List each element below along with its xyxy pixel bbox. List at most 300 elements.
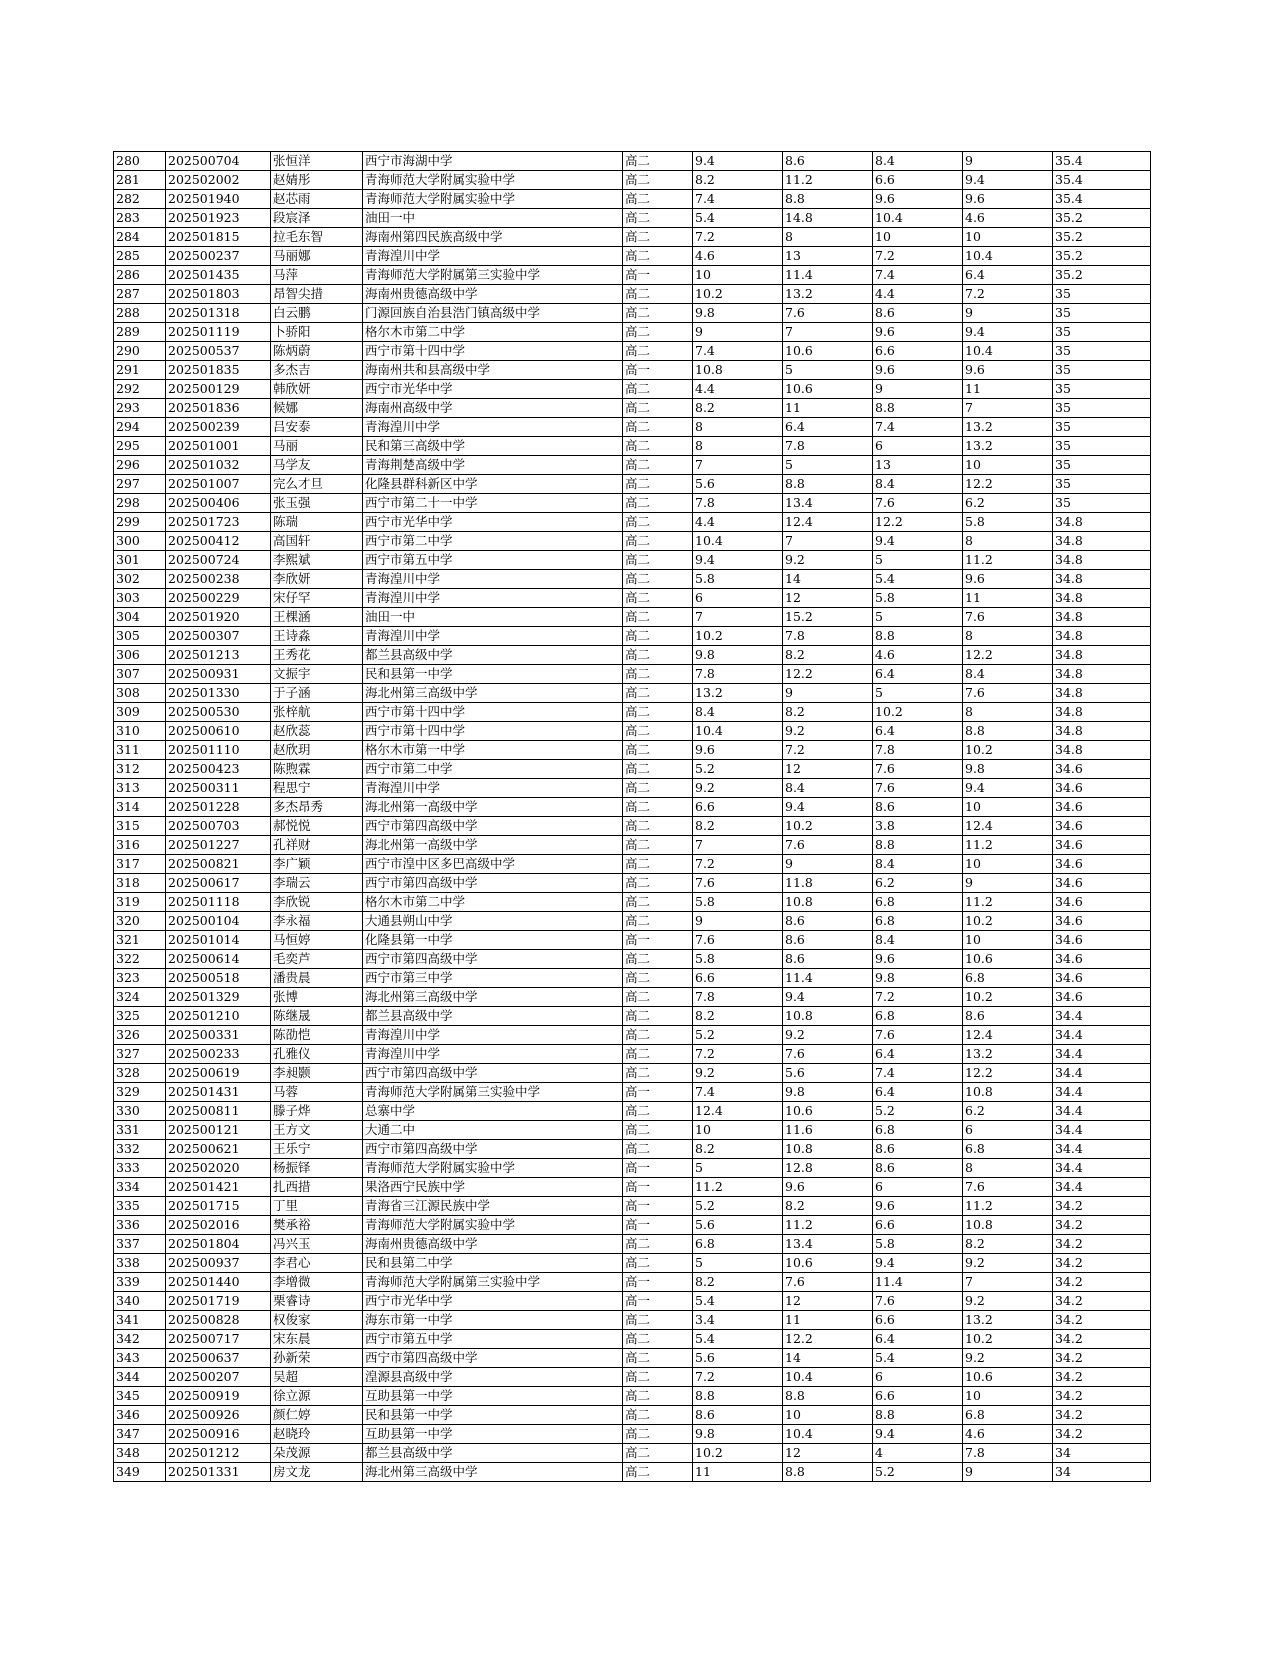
total-cell: 34.6 xyxy=(1053,893,1151,912)
total-cell: 34.4 xyxy=(1053,1064,1151,1083)
score4-cell: 9 xyxy=(963,874,1053,893)
name-cell: 多杰昂秀 xyxy=(271,798,363,817)
school-cell: 都兰县高级中学 xyxy=(363,1444,623,1463)
school-cell: 西宁市第四高级中学 xyxy=(363,874,623,893)
score1-cell: 4.4 xyxy=(693,380,783,399)
score4-cell: 8 xyxy=(963,1159,1053,1178)
score3-cell: 9.6 xyxy=(873,361,963,380)
school-cell: 青海湟川中学 xyxy=(363,589,623,608)
name-cell: 赵欣蕊 xyxy=(271,722,363,741)
score4-cell: 13.2 xyxy=(963,1045,1053,1064)
rank-cell: 339 xyxy=(114,1273,166,1292)
name-cell: 于子涵 xyxy=(271,684,363,703)
name-cell: 孔祥财 xyxy=(271,836,363,855)
score2-cell: 5 xyxy=(783,456,873,475)
score2-cell: 10.6 xyxy=(783,380,873,399)
rank-cell: 330 xyxy=(114,1102,166,1121)
total-cell: 34.6 xyxy=(1053,912,1151,931)
score2-cell: 12.4 xyxy=(783,513,873,532)
total-cell: 34.6 xyxy=(1053,836,1151,855)
score3-cell: 6.4 xyxy=(873,665,963,684)
name-cell: 权俊家 xyxy=(271,1311,363,1330)
score3-cell: 9.4 xyxy=(873,1425,963,1444)
score4-cell: 10 xyxy=(963,798,1053,817)
name-cell: 张梓航 xyxy=(271,703,363,722)
score4-cell: 8.2 xyxy=(963,1235,1053,1254)
score4-cell: 10.8 xyxy=(963,1216,1053,1235)
score1-cell: 6.6 xyxy=(693,969,783,988)
score4-cell: 8.6 xyxy=(963,1007,1053,1026)
rank-cell: 293 xyxy=(114,399,166,418)
school-cell: 西宁市第十四中学 xyxy=(363,722,623,741)
id-cell: 202501421 xyxy=(166,1178,271,1197)
score2-cell: 8.2 xyxy=(783,646,873,665)
total-cell: 34.4 xyxy=(1053,1140,1151,1159)
school-cell: 互助县第一中学 xyxy=(363,1387,623,1406)
rank-cell: 291 xyxy=(114,361,166,380)
score4-cell: 8 xyxy=(963,627,1053,646)
score4-cell: 10.6 xyxy=(963,1368,1053,1387)
score3-cell: 6.4 xyxy=(873,1083,963,1102)
school-cell: 西宁市第五中学 xyxy=(363,551,623,570)
id-cell: 202500239 xyxy=(166,418,271,437)
total-cell: 35 xyxy=(1053,380,1151,399)
table-row xyxy=(114,969,1151,988)
score3-cell: 8.4 xyxy=(873,475,963,494)
rank-cell: 316 xyxy=(114,836,166,855)
table-row xyxy=(114,1387,1151,1406)
school-cell: 海北州第一高级中学 xyxy=(363,836,623,855)
score2-cell: 15.2 xyxy=(783,608,873,627)
school-cell: 大通县朔山中学 xyxy=(363,912,623,931)
score1-cell: 9 xyxy=(693,323,783,342)
score2-cell: 12 xyxy=(783,589,873,608)
total-cell: 34.2 xyxy=(1053,1387,1151,1406)
score3-cell: 6.6 xyxy=(873,1311,963,1330)
name-cell: 李欣妍 xyxy=(271,570,363,589)
school-cell: 西宁市第二十一中学 xyxy=(363,494,623,513)
rank-cell: 324 xyxy=(114,988,166,1007)
score1-cell: 10.4 xyxy=(693,722,783,741)
table-row xyxy=(114,627,1151,646)
total-cell: 35 xyxy=(1053,456,1151,475)
score3-cell: 7.6 xyxy=(873,1026,963,1045)
id-cell: 202501431 xyxy=(166,1083,271,1102)
score2-cell: 7.2 xyxy=(783,741,873,760)
table-row xyxy=(114,437,1151,456)
name-cell: 马萍 xyxy=(271,266,363,285)
score1-cell: 9.4 xyxy=(693,152,783,171)
score3-cell: 5 xyxy=(873,551,963,570)
school-cell: 海北州第三高级中学 xyxy=(363,1463,623,1482)
score1-cell: 9.2 xyxy=(693,1064,783,1083)
name-cell: 赵晓玲 xyxy=(271,1425,363,1444)
score4-cell: 7.6 xyxy=(963,608,1053,627)
id-cell: 202500238 xyxy=(166,570,271,589)
grade-cell: 高二 xyxy=(623,741,693,760)
rank-cell: 322 xyxy=(114,950,166,969)
score3-cell: 3.8 xyxy=(873,817,963,836)
total-cell: 34.2 xyxy=(1053,1216,1151,1235)
score1-cell: 7.6 xyxy=(693,874,783,893)
id-cell: 202500617 xyxy=(166,874,271,893)
score4-cell: 8.8 xyxy=(963,722,1053,741)
score1-cell: 13.2 xyxy=(693,684,783,703)
id-cell: 202501719 xyxy=(166,1292,271,1311)
score2-cell: 10.4 xyxy=(783,1425,873,1444)
id-cell: 202501440 xyxy=(166,1273,271,1292)
name-cell: 高国轩 xyxy=(271,532,363,551)
rank-cell: 318 xyxy=(114,874,166,893)
score2-cell: 7 xyxy=(783,532,873,551)
rank-cell: 338 xyxy=(114,1254,166,1273)
grade-cell: 高二 xyxy=(623,874,693,893)
table-row xyxy=(114,1216,1151,1235)
score4-cell: 9 xyxy=(963,304,1053,323)
school-cell: 青海师范大学附属第三实验中学 xyxy=(363,1083,623,1102)
score4-cell: 12.4 xyxy=(963,817,1053,836)
total-cell: 34.8 xyxy=(1053,532,1151,551)
rank-cell: 334 xyxy=(114,1178,166,1197)
score2-cell: 5 xyxy=(783,361,873,380)
table-row xyxy=(114,1349,1151,1368)
rank-cell: 294 xyxy=(114,418,166,437)
id-cell: 202501836 xyxy=(166,399,271,418)
id-cell: 202500229 xyxy=(166,589,271,608)
school-cell: 西宁市第四高级中学 xyxy=(363,1064,623,1083)
score3-cell: 5.8 xyxy=(873,1235,963,1254)
table-row xyxy=(114,684,1151,703)
grade-cell: 高二 xyxy=(623,798,693,817)
grade-cell: 高一 xyxy=(623,266,693,285)
name-cell: 滕子烨 xyxy=(271,1102,363,1121)
id-cell: 202501014 xyxy=(166,931,271,950)
table-row xyxy=(114,1064,1151,1083)
table-row xyxy=(114,399,1151,418)
table-row xyxy=(114,760,1151,779)
total-cell: 34.6 xyxy=(1053,988,1151,1007)
score4-cell: 6.2 xyxy=(963,494,1053,513)
id-cell: 202500619 xyxy=(166,1064,271,1083)
total-cell: 35 xyxy=(1053,285,1151,304)
grade-cell: 高二 xyxy=(623,532,693,551)
rank-cell: 312 xyxy=(114,760,166,779)
rank-cell: 319 xyxy=(114,893,166,912)
score4-cell: 11.2 xyxy=(963,893,1053,912)
grade-cell: 高二 xyxy=(623,437,693,456)
score4-cell: 6.4 xyxy=(963,266,1053,285)
score4-cell: 10.2 xyxy=(963,1330,1053,1349)
total-cell: 34.8 xyxy=(1053,513,1151,532)
table-row xyxy=(114,247,1151,266)
score3-cell: 8.6 xyxy=(873,798,963,817)
total-cell: 34.8 xyxy=(1053,627,1151,646)
school-cell: 青海湟川中学 xyxy=(363,779,623,798)
score2-cell: 6.4 xyxy=(783,418,873,437)
name-cell: 扎西措 xyxy=(271,1178,363,1197)
rank-cell: 328 xyxy=(114,1064,166,1083)
id-cell: 202501435 xyxy=(166,266,271,285)
score3-cell: 12.2 xyxy=(873,513,963,532)
grade-cell: 高二 xyxy=(623,1140,693,1159)
score3-cell: 5 xyxy=(873,608,963,627)
total-cell: 34.4 xyxy=(1053,1121,1151,1140)
name-cell: 马丽娜 xyxy=(271,247,363,266)
id-cell: 202501119 xyxy=(166,323,271,342)
name-cell: 马恒婷 xyxy=(271,931,363,950)
table-body xyxy=(114,152,1151,1482)
score3-cell: 5.8 xyxy=(873,589,963,608)
grade-cell: 高二 xyxy=(623,1349,693,1368)
school-cell: 民和第三高级中学 xyxy=(363,437,623,456)
school-cell: 青海师范大学附属第三实验中学 xyxy=(363,266,623,285)
table-row xyxy=(114,380,1151,399)
grade-cell: 高二 xyxy=(623,475,693,494)
score4-cell: 9.6 xyxy=(963,190,1053,209)
id-cell: 202501715 xyxy=(166,1197,271,1216)
grade-cell: 高二 xyxy=(623,1463,693,1482)
name-cell: 孔雅仪 xyxy=(271,1045,363,1064)
score2-cell: 7.6 xyxy=(783,1045,873,1064)
table-row xyxy=(114,475,1151,494)
id-cell: 202501001 xyxy=(166,437,271,456)
score1-cell: 8.6 xyxy=(693,1406,783,1425)
score1-cell: 6.6 xyxy=(693,798,783,817)
id-cell: 202500412 xyxy=(166,532,271,551)
name-cell: 马学友 xyxy=(271,456,363,475)
name-cell: 潘贵晨 xyxy=(271,969,363,988)
table-row xyxy=(114,798,1151,817)
score2-cell: 10.6 xyxy=(783,1102,873,1121)
table-row xyxy=(114,361,1151,380)
score1-cell: 7 xyxy=(693,608,783,627)
score1-cell: 8 xyxy=(693,437,783,456)
name-cell: 赵婧彤 xyxy=(271,171,363,190)
score1-cell: 5.8 xyxy=(693,950,783,969)
score4-cell: 10 xyxy=(963,228,1053,247)
score3-cell: 4.6 xyxy=(873,646,963,665)
rank-cell: 288 xyxy=(114,304,166,323)
score1-cell: 5.4 xyxy=(693,1292,783,1311)
score2-cell: 13.4 xyxy=(783,494,873,513)
score2-cell: 9 xyxy=(783,855,873,874)
table-row xyxy=(114,950,1151,969)
score3-cell: 9.4 xyxy=(873,1254,963,1273)
name-cell: 宋东晨 xyxy=(271,1330,363,1349)
score1-cell: 4.4 xyxy=(693,513,783,532)
score4-cell: 10.2 xyxy=(963,988,1053,1007)
score1-cell: 5.2 xyxy=(693,1026,783,1045)
total-cell: 34.2 xyxy=(1053,1368,1151,1387)
score3-cell: 8.4 xyxy=(873,931,963,950)
total-cell: 34.6 xyxy=(1053,855,1151,874)
score2-cell: 8.6 xyxy=(783,950,873,969)
score2-cell: 14 xyxy=(783,1349,873,1368)
id-cell: 202501835 xyxy=(166,361,271,380)
table-row xyxy=(114,779,1151,798)
score3-cell: 6.8 xyxy=(873,893,963,912)
table-row xyxy=(114,1330,1151,1349)
total-cell: 34.6 xyxy=(1053,969,1151,988)
school-cell: 西宁市光华中学 xyxy=(363,1292,623,1311)
grade-cell: 高二 xyxy=(623,304,693,323)
score3-cell: 9 xyxy=(873,380,963,399)
name-cell: 段宸泽 xyxy=(271,209,363,228)
grade-cell: 高一 xyxy=(623,1273,693,1292)
total-cell: 34.8 xyxy=(1053,570,1151,589)
school-cell: 西宁市第四高级中学 xyxy=(363,1140,623,1159)
id-cell: 202501118 xyxy=(166,893,271,912)
score2-cell: 11.2 xyxy=(783,1216,873,1235)
id-cell: 202500931 xyxy=(166,665,271,684)
score3-cell: 5.4 xyxy=(873,1349,963,1368)
score3-cell: 5 xyxy=(873,684,963,703)
name-cell: 陈炳蔚 xyxy=(271,342,363,361)
school-cell: 西宁市第四高级中学 xyxy=(363,950,623,969)
rank-cell: 344 xyxy=(114,1368,166,1387)
rank-cell: 320 xyxy=(114,912,166,931)
grade-cell: 高二 xyxy=(623,893,693,912)
score1-cell: 8.2 xyxy=(693,399,783,418)
total-cell: 34.2 xyxy=(1053,1311,1151,1330)
school-cell: 民和县第二中学 xyxy=(363,1254,623,1273)
rank-cell: 290 xyxy=(114,342,166,361)
rank-cell: 280 xyxy=(114,152,166,171)
rank-cell: 299 xyxy=(114,513,166,532)
score3-cell: 8.4 xyxy=(873,855,963,874)
score2-cell: 8.4 xyxy=(783,779,873,798)
total-cell: 35 xyxy=(1053,418,1151,437)
score2-cell: 13 xyxy=(783,247,873,266)
school-cell: 青海师范大学附属实验中学 xyxy=(363,190,623,209)
score1-cell: 7.4 xyxy=(693,1083,783,1102)
score2-cell: 11.4 xyxy=(783,266,873,285)
name-cell: 李增微 xyxy=(271,1273,363,1292)
school-cell: 格尔木市第一中学 xyxy=(363,741,623,760)
score1-cell: 6 xyxy=(693,589,783,608)
table-row xyxy=(114,209,1151,228)
score2-cell: 7.6 xyxy=(783,304,873,323)
name-cell: 陈煦霖 xyxy=(271,760,363,779)
score4-cell: 8.4 xyxy=(963,665,1053,684)
score1-cell: 10.2 xyxy=(693,1444,783,1463)
score1-cell: 5 xyxy=(693,1159,783,1178)
table-row xyxy=(114,513,1151,532)
score1-cell: 5.4 xyxy=(693,1330,783,1349)
score2-cell: 10.6 xyxy=(783,1254,873,1273)
rank-cell: 335 xyxy=(114,1197,166,1216)
total-cell: 35.4 xyxy=(1053,152,1151,171)
table-row xyxy=(114,228,1151,247)
id-cell: 202500530 xyxy=(166,703,271,722)
score1-cell: 7 xyxy=(693,836,783,855)
score4-cell: 11 xyxy=(963,380,1053,399)
score4-cell: 8 xyxy=(963,532,1053,551)
rank-cell: 333 xyxy=(114,1159,166,1178)
score1-cell: 5.2 xyxy=(693,760,783,779)
score3-cell: 9.4 xyxy=(873,532,963,551)
name-cell: 陈瑞 xyxy=(271,513,363,532)
rank-cell: 345 xyxy=(114,1387,166,1406)
id-cell: 202500724 xyxy=(166,551,271,570)
score1-cell: 8.4 xyxy=(693,703,783,722)
name-cell: 宋仔罕 xyxy=(271,589,363,608)
total-cell: 34.4 xyxy=(1053,1045,1151,1064)
school-cell: 都兰县高级中学 xyxy=(363,646,623,665)
score4-cell: 10.8 xyxy=(963,1083,1053,1102)
school-cell: 青海师范大学附属实验中学 xyxy=(363,171,623,190)
table-row xyxy=(114,931,1151,950)
total-cell: 34.8 xyxy=(1053,608,1151,627)
grade-cell: 高二 xyxy=(623,665,693,684)
score2-cell: 7.6 xyxy=(783,1273,873,1292)
score4-cell: 10.2 xyxy=(963,741,1053,760)
score4-cell: 11.2 xyxy=(963,1197,1053,1216)
score4-cell: 12.4 xyxy=(963,1026,1053,1045)
rank-cell: 287 xyxy=(114,285,166,304)
grade-cell: 高二 xyxy=(623,456,693,475)
id-cell: 202500406 xyxy=(166,494,271,513)
id-cell: 202501210 xyxy=(166,1007,271,1026)
grade-cell: 高一 xyxy=(623,931,693,950)
score1-cell: 8 xyxy=(693,418,783,437)
school-cell: 化隆县第一中学 xyxy=(363,931,623,950)
score1-cell: 7.8 xyxy=(693,665,783,684)
score3-cell: 7.6 xyxy=(873,760,963,779)
score3-cell: 9.6 xyxy=(873,190,963,209)
score2-cell: 11.4 xyxy=(783,969,873,988)
score2-cell: 10.6 xyxy=(783,342,873,361)
school-cell: 西宁市光华中学 xyxy=(363,380,623,399)
score1-cell: 9.2 xyxy=(693,779,783,798)
grade-cell: 高二 xyxy=(623,912,693,931)
table-row xyxy=(114,703,1151,722)
score1-cell: 10.2 xyxy=(693,285,783,304)
score2-cell: 10 xyxy=(783,1406,873,1425)
grade-cell: 高一 xyxy=(623,1216,693,1235)
school-cell: 西宁市第四高级中学 xyxy=(363,1349,623,1368)
score2-cell: 12 xyxy=(783,760,873,779)
id-cell: 202500828 xyxy=(166,1311,271,1330)
score1-cell: 5.6 xyxy=(693,1349,783,1368)
table-row xyxy=(114,1425,1151,1444)
grade-cell: 高二 xyxy=(623,950,693,969)
name-cell: 陈继晟 xyxy=(271,1007,363,1026)
school-cell: 互助县第一中学 xyxy=(363,1425,623,1444)
total-cell: 35 xyxy=(1053,437,1151,456)
score4-cell: 5.8 xyxy=(963,513,1053,532)
grade-cell: 高二 xyxy=(623,589,693,608)
total-cell: 35 xyxy=(1053,342,1151,361)
school-cell: 海南州高级中学 xyxy=(363,399,623,418)
grade-cell: 高二 xyxy=(623,855,693,874)
table-row xyxy=(114,1368,1151,1387)
table-row xyxy=(114,589,1151,608)
name-cell: 王方文 xyxy=(271,1121,363,1140)
score2-cell: 14 xyxy=(783,570,873,589)
grade-cell: 高二 xyxy=(623,1387,693,1406)
rank-cell: 340 xyxy=(114,1292,166,1311)
score2-cell: 9.6 xyxy=(783,1178,873,1197)
score4-cell: 10 xyxy=(963,456,1053,475)
score4-cell: 9.4 xyxy=(963,171,1053,190)
name-cell: 张博 xyxy=(271,988,363,1007)
score1-cell: 7.6 xyxy=(693,931,783,950)
table-row xyxy=(114,855,1151,874)
score4-cell: 11.2 xyxy=(963,551,1053,570)
score3-cell: 8.4 xyxy=(873,152,963,171)
grade-cell: 高二 xyxy=(623,551,693,570)
